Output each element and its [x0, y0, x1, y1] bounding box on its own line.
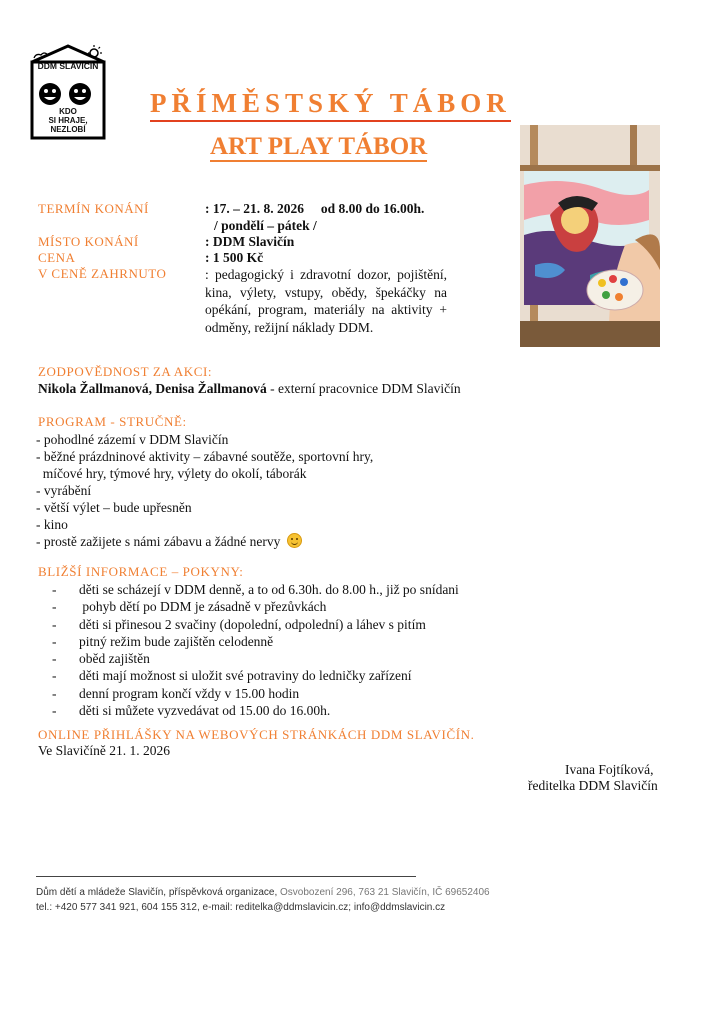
list-item: - pohyb dětí po DDM je zásadně v přezůvkách	[52, 599, 327, 615]
list-item: - děti si přinesou 2 svačiny (dopolední, odpolední) a láhev s pitím	[52, 616, 426, 632]
price-label: CENA	[38, 250, 76, 265]
term-days: / pondělí – pátek /	[214, 218, 317, 233]
page-title: PŘÍMĚSTSKÝ TÁBOR	[150, 88, 511, 122]
program-list	[36, 431, 373, 550]
footer-address: Osvobození 296, 763 21 Slavičín, IČ 69652406	[277, 887, 490, 898]
place-label: MÍSTO KONÁNÍ	[38, 234, 139, 249]
list-item: - kino	[36, 517, 68, 532]
responsibility-names: Nikola Žallmanová, Denisa Žallmanová	[38, 381, 267, 396]
smiley-icon	[287, 533, 302, 548]
logo-name: DDM SLAVIČÍN	[37, 61, 99, 71]
responsibility-line	[38, 381, 461, 397]
footer-contact: tel.: +420 577 341 921, 604 155 312, e-mail: reditelka@ddmslavicin.cz; info@ddmslavicin.cz	[36, 902, 446, 913]
logo-motto-2: SI HRAJE,	[48, 116, 88, 125]
page-subtitle: ART PLAY TÁBOR	[210, 133, 428, 160]
list-item: - děti mají možnost si uložit své potraviny do ledničky zařízení	[52, 668, 412, 684]
signature-name: Ivana Fojtíková,	[565, 762, 654, 777]
info-list	[52, 581, 459, 719]
responsibility-role: - externí pracovnice DDM Slavičín	[266, 381, 461, 396]
footer-divider	[36, 876, 416, 877]
list-item: - vyrábění	[36, 483, 92, 498]
list-item: - běžné prázdninové aktivity – zábavné soutěže, sportovní hry,	[36, 449, 374, 464]
list-item: - pitný režim bude zajištěn celodenně	[52, 633, 274, 649]
included-label: V CENĚ ZAHRNUTO	[38, 266, 167, 281]
list-item: - děti se scházejí v DDM denně, a to od 6.30h. do 8.00 h., již po snídani	[52, 582, 459, 597]
responsibility-heading: ZODPOVĚDNOST ZA AKCI:	[38, 364, 213, 379]
list-item: míčové hry, týmové hry, výlety do okolí, táborák	[36, 466, 307, 481]
term-value: : 17. – 21. 8. 2026 od 8.00 do 16.00h.	[205, 201, 425, 216]
price-value: : 1 500 Kč	[205, 250, 264, 265]
list-item: - děti si můžete vyzvedávat od 15.00 do 16.00h.	[52, 703, 331, 719]
list-item: - oběd zajištěn	[52, 651, 150, 667]
list-item: - pohodlné zázemí v DDM Slavičín	[36, 432, 229, 447]
program-heading: PROGRAM - STRUČNĚ:	[38, 414, 187, 429]
place-value: : DDM Slavičín	[205, 234, 295, 249]
logo-motto-1: KDO	[59, 107, 77, 116]
signature-role: ředitelka DDM Slavičín	[528, 778, 658, 793]
logo-motto-3: NEZLOBÍ	[50, 125, 86, 134]
online-registration-note: ONLINE PŘIHLÁŠKY NA WEBOVÝCH STRÁNKÁCH DDM SLAVIČÍN.	[38, 727, 475, 742]
ddm-logo	[28, 44, 108, 140]
info-heading: BLIŽŠÍ INFORMACE – POKYNY:	[38, 564, 244, 579]
place-and-date: Ve Slavičíně 21. 1. 2026	[38, 743, 170, 758]
footer-org: Dům dětí a mládeže Slavičín, příspěvková organizace,	[36, 887, 278, 898]
included-value: : pedagogický i zdravotní dozor, pojištění, kina, výlety, vstupy, obědy, špekáčky na opékání, program, materiály na aktivity + odměny, režijní náklady DDM.	[205, 267, 447, 335]
list-item: - prostě zažijete s námi zábavu a žádné nervy	[36, 533, 373, 550]
footer-org-line	[36, 887, 490, 898]
list-item: - větší výlet – bude upřesněn	[36, 500, 192, 515]
list-item: - denní program končí vždy v 15.00 hodin	[52, 685, 300, 701]
painting-photo	[520, 125, 660, 347]
term-label: TERMÍN KONÁNÍ	[38, 201, 149, 216]
